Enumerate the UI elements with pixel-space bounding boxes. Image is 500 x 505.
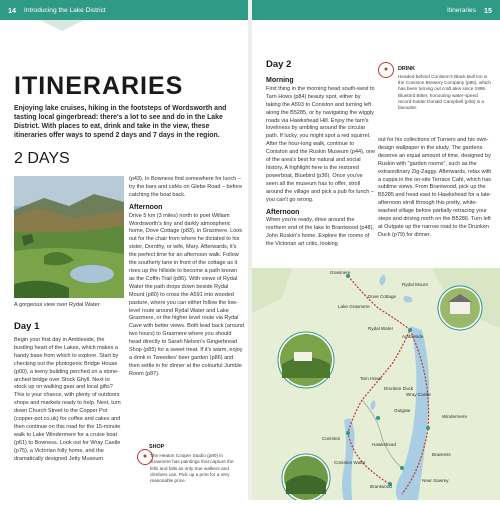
page-title: ITINERARIES	[14, 72, 184, 100]
shopping-bag-icon: ●	[137, 449, 153, 465]
intro-paragraph: Enjoying lake cruises, hiking in the footsteps of Wordsworth and tasting local gingerbread: there's a lot to see and do in the Lake District. With places to eat, drink and take in the view, these itineraries offer ways to spend 2 days and 7 days in the region.	[14, 105, 227, 139]
map-label-outgate: Outgate	[394, 408, 411, 413]
map-label-rydal-water: Rydal Water	[368, 326, 394, 331]
section-heading: 2 DAYS	[14, 150, 70, 167]
day2-column	[266, 77, 376, 249]
map-label-near-sawrey: Near Sawrey	[422, 478, 449, 483]
day1-continued-column	[129, 176, 244, 379]
day2-continued-text: out for his collections of Turners and his own-design wallpaper in the study. The gardens deserve an equal amount of time, designed by Ruskin with "garden rooms", such as the extraordinary Zig-Zaggy. Afterwards, relax with a cuppa in the on-site Terrace Café, which has sublime views. From Brantwood, pick up the B5285 and head east to Hawkshead for a late-afternoon stroll through this pretty, white-washed village before partially retracing your steps and driving north on the B5286. Turn left at Outgate up the narrow road to the Drunken Duck (p79) for dinner.	[378, 137, 492, 238]
map-label-wray-castle: Wray Castle	[406, 392, 431, 397]
right-header-title: Itineraries	[447, 6, 476, 14]
day1-afternoon-text: Drive 5 km (3 miles) north to poet William Wordsworth's tiny and darkly atmospheric home, Dove Cottage (p83), in Grasmere. Look out for the chair from where he dictated to his sister, Dorothy, or wife, Mary. Afterwards, it's the perfect time for an afternoon walk. Follow the southerly lane in front of the cottage as it rises up the hillside to become a path known as the Coffin Trail (p86). With views of Rydal Water the path drops down beside Rydal Mount (p80) to cross the A591 into wooded pasture, where you can either follow the low-level route around Rydal Water and Lake Grasmere, or the higher level route via Rydal Cave with better views. Both lead back (around two hours) to Grasmere where you should head directly to Sarah Nelson's Gingerbread Shop (p85) for a sweet treat. If it's warm, enjoy a drink in Tweedies' beer garden (p86) and then settle in for dinner at the colourful Jumble Room (p87).	[129, 212, 244, 377]
map-label-ambleside: Ambleside	[402, 334, 424, 339]
map-label-windermere: Windermere	[442, 414, 468, 419]
day1-text: Begin your first day in Ambleside, the bustling heart of the Lakes, which makes a handy base from which to explore. Start by checking out the photogenic Bridge House (p00), a teeny building perched on a stone-arched bridge over Stock Ghyll. Next to stock up on walking gear and local gifts? This is your chance, with plenty of outdoors shops and markets ready to help. Next, turn down Church Street to the Copper Pot (copper-pot.co.uk) for coffee and cakes and then continue on this road for the 15-minute walk to Lake Windermere for a cruise boat (p61) to Bowness. Look out for Wray Castle (p75), a Victorian folly home, and the dramatically designed Jetty Museum	[14, 337, 121, 462]
day1-lunch-text: (p43). In Bowness find somewhere for lunch – try the bars and cafés on Glebe Road – before catching the boat back.	[129, 176, 243, 198]
map-label-rydal-mount: Rydal Mount	[402, 282, 428, 287]
right-page-header	[252, 0, 500, 20]
day1-heading: Day 1	[14, 321, 40, 332]
header-tab-notch	[40, 20, 84, 31]
drink-text: Headed behind Coniston's Black Bull Inn is the Coniston Brewery Company (p85), which has been turning out craft ales since 1995. Bluebird Bitter, honouring water-speed record-holder Donald Campbell (p36) is a favourite.	[398, 74, 492, 111]
beer-glass-icon: ●	[378, 62, 394, 78]
day2-morning-text: First thing in the morning head south-west to Tarn Hows (p84) beauty spot, either by taking the A593 to Coniston and turning left along the B5285, or by navigating the wiggly roads via Hawkshead Hill. Enjoy the tarn's loveliness by ambling around the circular path. If lucky, you might spot a red squirrel. After the hour-long walk, continue to Coniston and the Ruskin Museum (p44), one of the area's best for natural and social history. A highlight here is the restored powerboat, Bluebird (p36). Once you've seen all the museum has to offer, stroll around the village and pick a pub for lunch – you can't go wrong.	[266, 85, 376, 203]
day2-afternoon-heading: Afternoon	[266, 208, 300, 216]
day2-afternoon-text: When you're ready, drive around the northern end of the lake to Brantwood (p48), John Ruskin's home. Explore the rooms of the Victorian art critic, looking	[266, 217, 374, 248]
map-label-dove-cottage: Dove Cottage	[368, 294, 397, 299]
map-label-coniston: Coniston	[322, 436, 341, 441]
left-page-header	[0, 0, 248, 20]
map-label-brantwood: Brantwood	[370, 484, 392, 489]
map-label-coniston-water: Coniston Water	[334, 460, 366, 465]
shop-tip-box	[129, 446, 244, 496]
drink-label: DRINK	[398, 66, 416, 72]
map-label-hawkshead: Hawkshead	[372, 442, 397, 447]
map-label-bowness: Bowness	[432, 452, 451, 457]
drink-tip-box	[378, 60, 493, 132]
photo-caption: A gorgeous view over Rydal Water	[14, 302, 100, 308]
itinerary-map	[252, 268, 500, 500]
left-header-title: Introducing the Lake District	[24, 6, 106, 14]
rydal-water-photo	[14, 176, 124, 298]
left-page-number: 14	[8, 5, 16, 15]
shop-text: The Heaton Cooper Studio (p80) in Grasmere has paintings that capture the fells and falls as only true walkers and climbers can. Pick up a print for a very reasonable price.	[150, 453, 234, 484]
day2-heading: Day 2	[266, 59, 292, 70]
day2-morning-heading: Morning	[266, 77, 294, 84]
shop-label: SHOP	[149, 444, 165, 450]
map-label-lake-grasmere: Lake Grasmere	[338, 304, 370, 309]
right-page-number: 15	[484, 5, 492, 15]
map-label-grasmere: Grasmere	[330, 270, 351, 275]
map-label-tarn-hows: Tarn Hows	[360, 376, 382, 381]
day1-afternoon-heading: Afternoon	[129, 203, 163, 211]
map-label-drunken-duck: Drunken Duck	[384, 386, 414, 391]
